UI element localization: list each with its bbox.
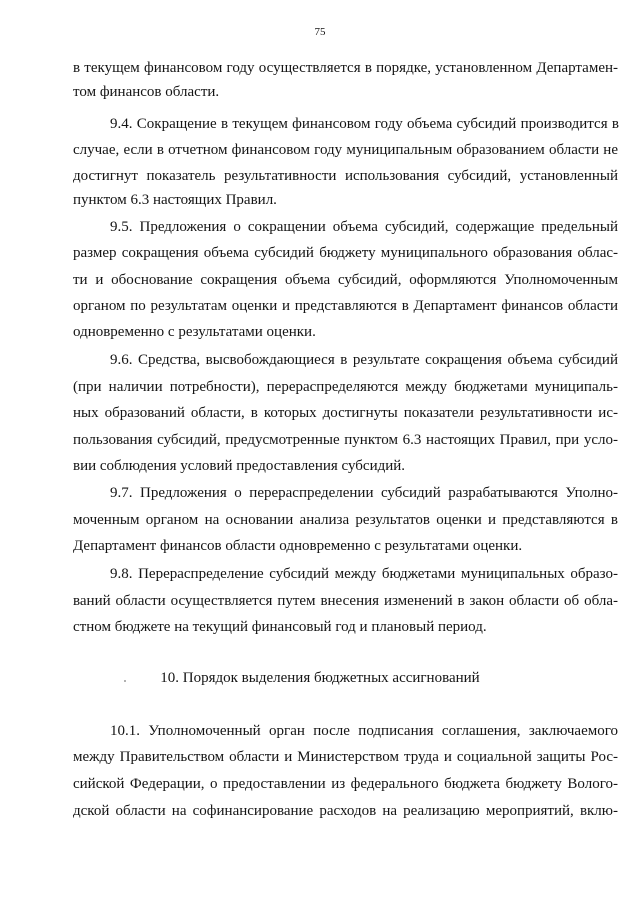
text-line: одновременно с результатами оценки.: [73, 324, 316, 340]
page-number: 75: [314, 26, 326, 38]
scan-speck: [124, 680, 126, 682]
text-line: вии соблюдения условий предоставления субсидий.: [73, 458, 406, 474]
text-line: размер сокращения объема субсидий бюджету муниципального образования облас-: [73, 245, 618, 261]
text-line: (при наличии потребности), перераспределяются между бюджетами муниципаль-: [73, 379, 618, 395]
text-line: органом по результатам оценки и представляются в Департамент финансов области: [73, 298, 618, 314]
text-line: моченным органом на основании анализа результатов оценки и представляются в: [73, 512, 618, 528]
text-line: 9.7. Предложения о перераспределении субсидий разрабатываются Уполно-: [110, 485, 618, 501]
text-line: пунктом 6.3 настоящих Правил.: [73, 192, 277, 208]
text-line: 9.6. Средства, высвобождающиеся в результате сокращения объема субсидий: [110, 352, 618, 368]
text-line: дской области на софинансирование расходов на реализацию мероприятий, вклю-: [73, 803, 618, 819]
text-line: в текущем финансовом году осуществляется в порядке, установленном Департамен-: [73, 60, 618, 76]
text-line: Департамент финансов области одновременно с результатами оценки.: [73, 538, 523, 554]
text-line: 10.1. Уполномоченный орган после подписания соглашения, заключаемого: [110, 723, 618, 739]
text-line: ваний области осуществляется путем внесения изменений в закон области об обла-: [73, 593, 618, 609]
text-line: ных образований области, в которых достигнуты показатели результативности ис-: [73, 405, 618, 421]
section-heading: 10. Порядок выделения бюджетных ассигнований: [160, 670, 480, 686]
text-line: 9.5. Предложения о сокращении объема субсидий, содержащие предельный: [110, 219, 618, 235]
text-line: случае, если в отчетном финансовом году муниципальным образованием области не: [73, 142, 618, 158]
text-line: достигнут показатель результативности использования субсидий, установленный: [73, 168, 618, 184]
text-line: между Правительством области и Министерством труда и социальной защиты Рос-: [73, 749, 618, 765]
text-line: ти и обоснование сокращения объема субсидий, оформляются Уполномоченным: [73, 272, 618, 288]
text-line: 9.4. Сокращение в текущем финансовом году объема субсидий производится в: [110, 116, 619, 132]
text-line: пользования субсидий, предусмотренные пунктом 6.3 настоящих Правил, при усло-: [73, 432, 618, 448]
text-line: том финансов области.: [73, 84, 220, 100]
text-line: 9.8. Перераспределение субсидий между бюджетами муниципальных образо-: [110, 566, 618, 582]
text-line: стном бюджете на текущий финансовый год и плановый период.: [73, 619, 487, 635]
text-line: сийской Федерации, о предоставлении из федерального бюджета бюджету Волого-: [73, 776, 618, 792]
